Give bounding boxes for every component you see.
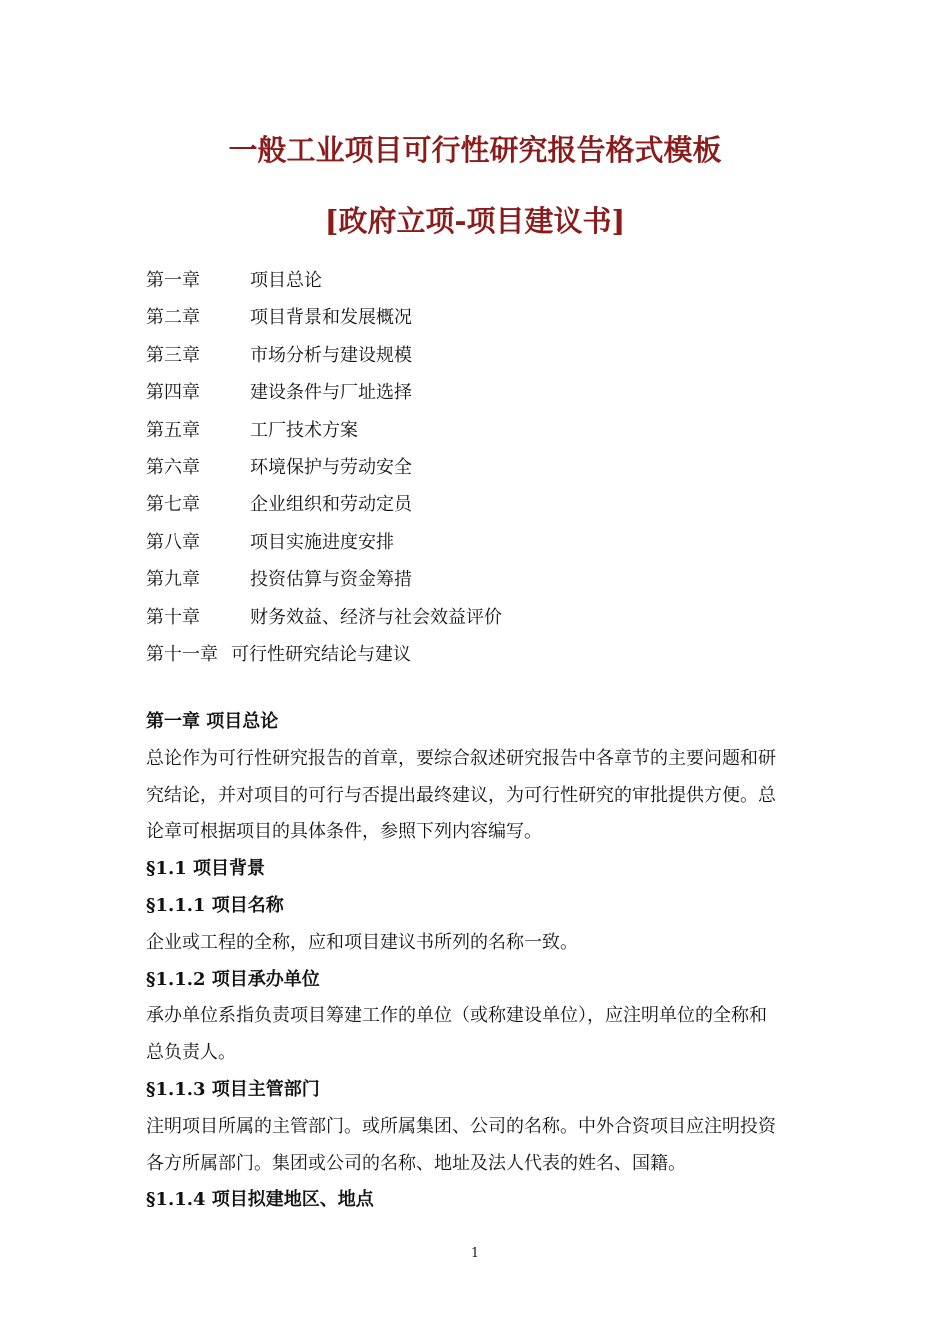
toc-item [146,642,806,679]
toc-item [146,567,806,604]
chapter-heading: 第一章 项目总论 [146,711,279,732]
toc-chapter-title: 项目背景和发展概况 [250,307,412,329]
paragraph-line: 企业或工程的全称，应和项目建议书所列的名称一致。 [146,931,578,953]
toc-chapter-title: 可行性研究结论与建议 [231,643,411,665]
toc-item [146,455,806,492]
table-of-contents [146,268,806,679]
toc-chapter-number: 第十一章 [146,643,218,665]
toc-item [146,305,806,342]
toc-chapter-number: 第六章 [146,456,200,478]
toc-chapter-number: 第十章 [146,606,200,628]
document-title: 一般工业项目可行性研究报告格式模板 [228,133,722,167]
subsection-heading: §1.1.2 项目承办单位 [146,968,320,990]
toc-chapter-number: 第七章 [146,494,200,516]
toc-chapter-number: 第四章 [146,382,200,404]
toc-chapter-number: 第一章 [146,270,200,291]
page-number: 1 [470,1246,480,1261]
toc-chapter-number: 第三章 [146,344,200,366]
paragraph-line: 究结论，并对项目的可行与否提出最终建议，为可行性研究的审批提供方便。总 [146,784,776,806]
toc-chapter-title: 投资估算与资金筹措 [250,569,412,591]
toc-chapter-title: 项目实施进度安排 [250,531,394,553]
toc-item [146,418,806,455]
paragraph-line: 总论作为可行性研究报告的首章，要综合叙述研究报告中各章节的主要问题和研 [146,747,776,769]
chapter-one-body [146,707,810,1222]
toc-chapter-title: 财务效益、经济与社会效益评价 [250,606,502,628]
toc-chapter-title: 工厂技术方案 [250,419,358,441]
paragraph-line: 注明项目所属的主管部门。或所属集团、公司的名称。中外合资项目应注明投资 [146,1115,776,1137]
toc-chapter-number: 第九章 [146,569,200,591]
toc-item [146,492,806,529]
subsection-heading: §1.1.4 项目拟建地区、地点 [146,1189,374,1211]
paragraph-line: 承办单位系指负责项目筹建工作的单位（或称建设单位），应注明单位的全称和 [146,1005,767,1027]
subsection-heading: §1.1.1 项目名称 [146,894,284,916]
toc-item [146,268,806,305]
paragraph-line: 各方所属部门。集团或公司的名称、地址及法人代表的姓名、国籍。 [146,1152,686,1174]
paragraph-line: 总负责人。 [146,1042,236,1064]
toc-chapter-number: 第五章 [146,419,200,441]
subsection-heading: §1.1.3 项目主管部门 [146,1078,320,1100]
toc-item [146,605,806,642]
toc-chapter-title: 企业组织和劳动定员 [250,494,412,516]
section-heading: §1.1 项目背景 [146,858,265,880]
toc-item [146,380,806,417]
toc-chapter-title: 建设条件与厂址选择 [250,382,412,404]
toc-item [146,343,806,380]
toc-chapter-number: 第二章 [146,307,200,329]
toc-chapter-title: 市场分析与建设规模 [250,344,412,366]
toc-chapter-title: 项目总论 [250,270,322,291]
document-subtitle: [政府立项-项目建议书] [324,204,626,238]
toc-chapter-number: 第八章 [146,531,200,553]
toc-item [146,530,806,567]
paragraph-line: 论章可根据项目的具体条件，参照下列内容编写。 [146,821,542,843]
toc-chapter-title: 环境保护与劳动安全 [250,456,412,478]
